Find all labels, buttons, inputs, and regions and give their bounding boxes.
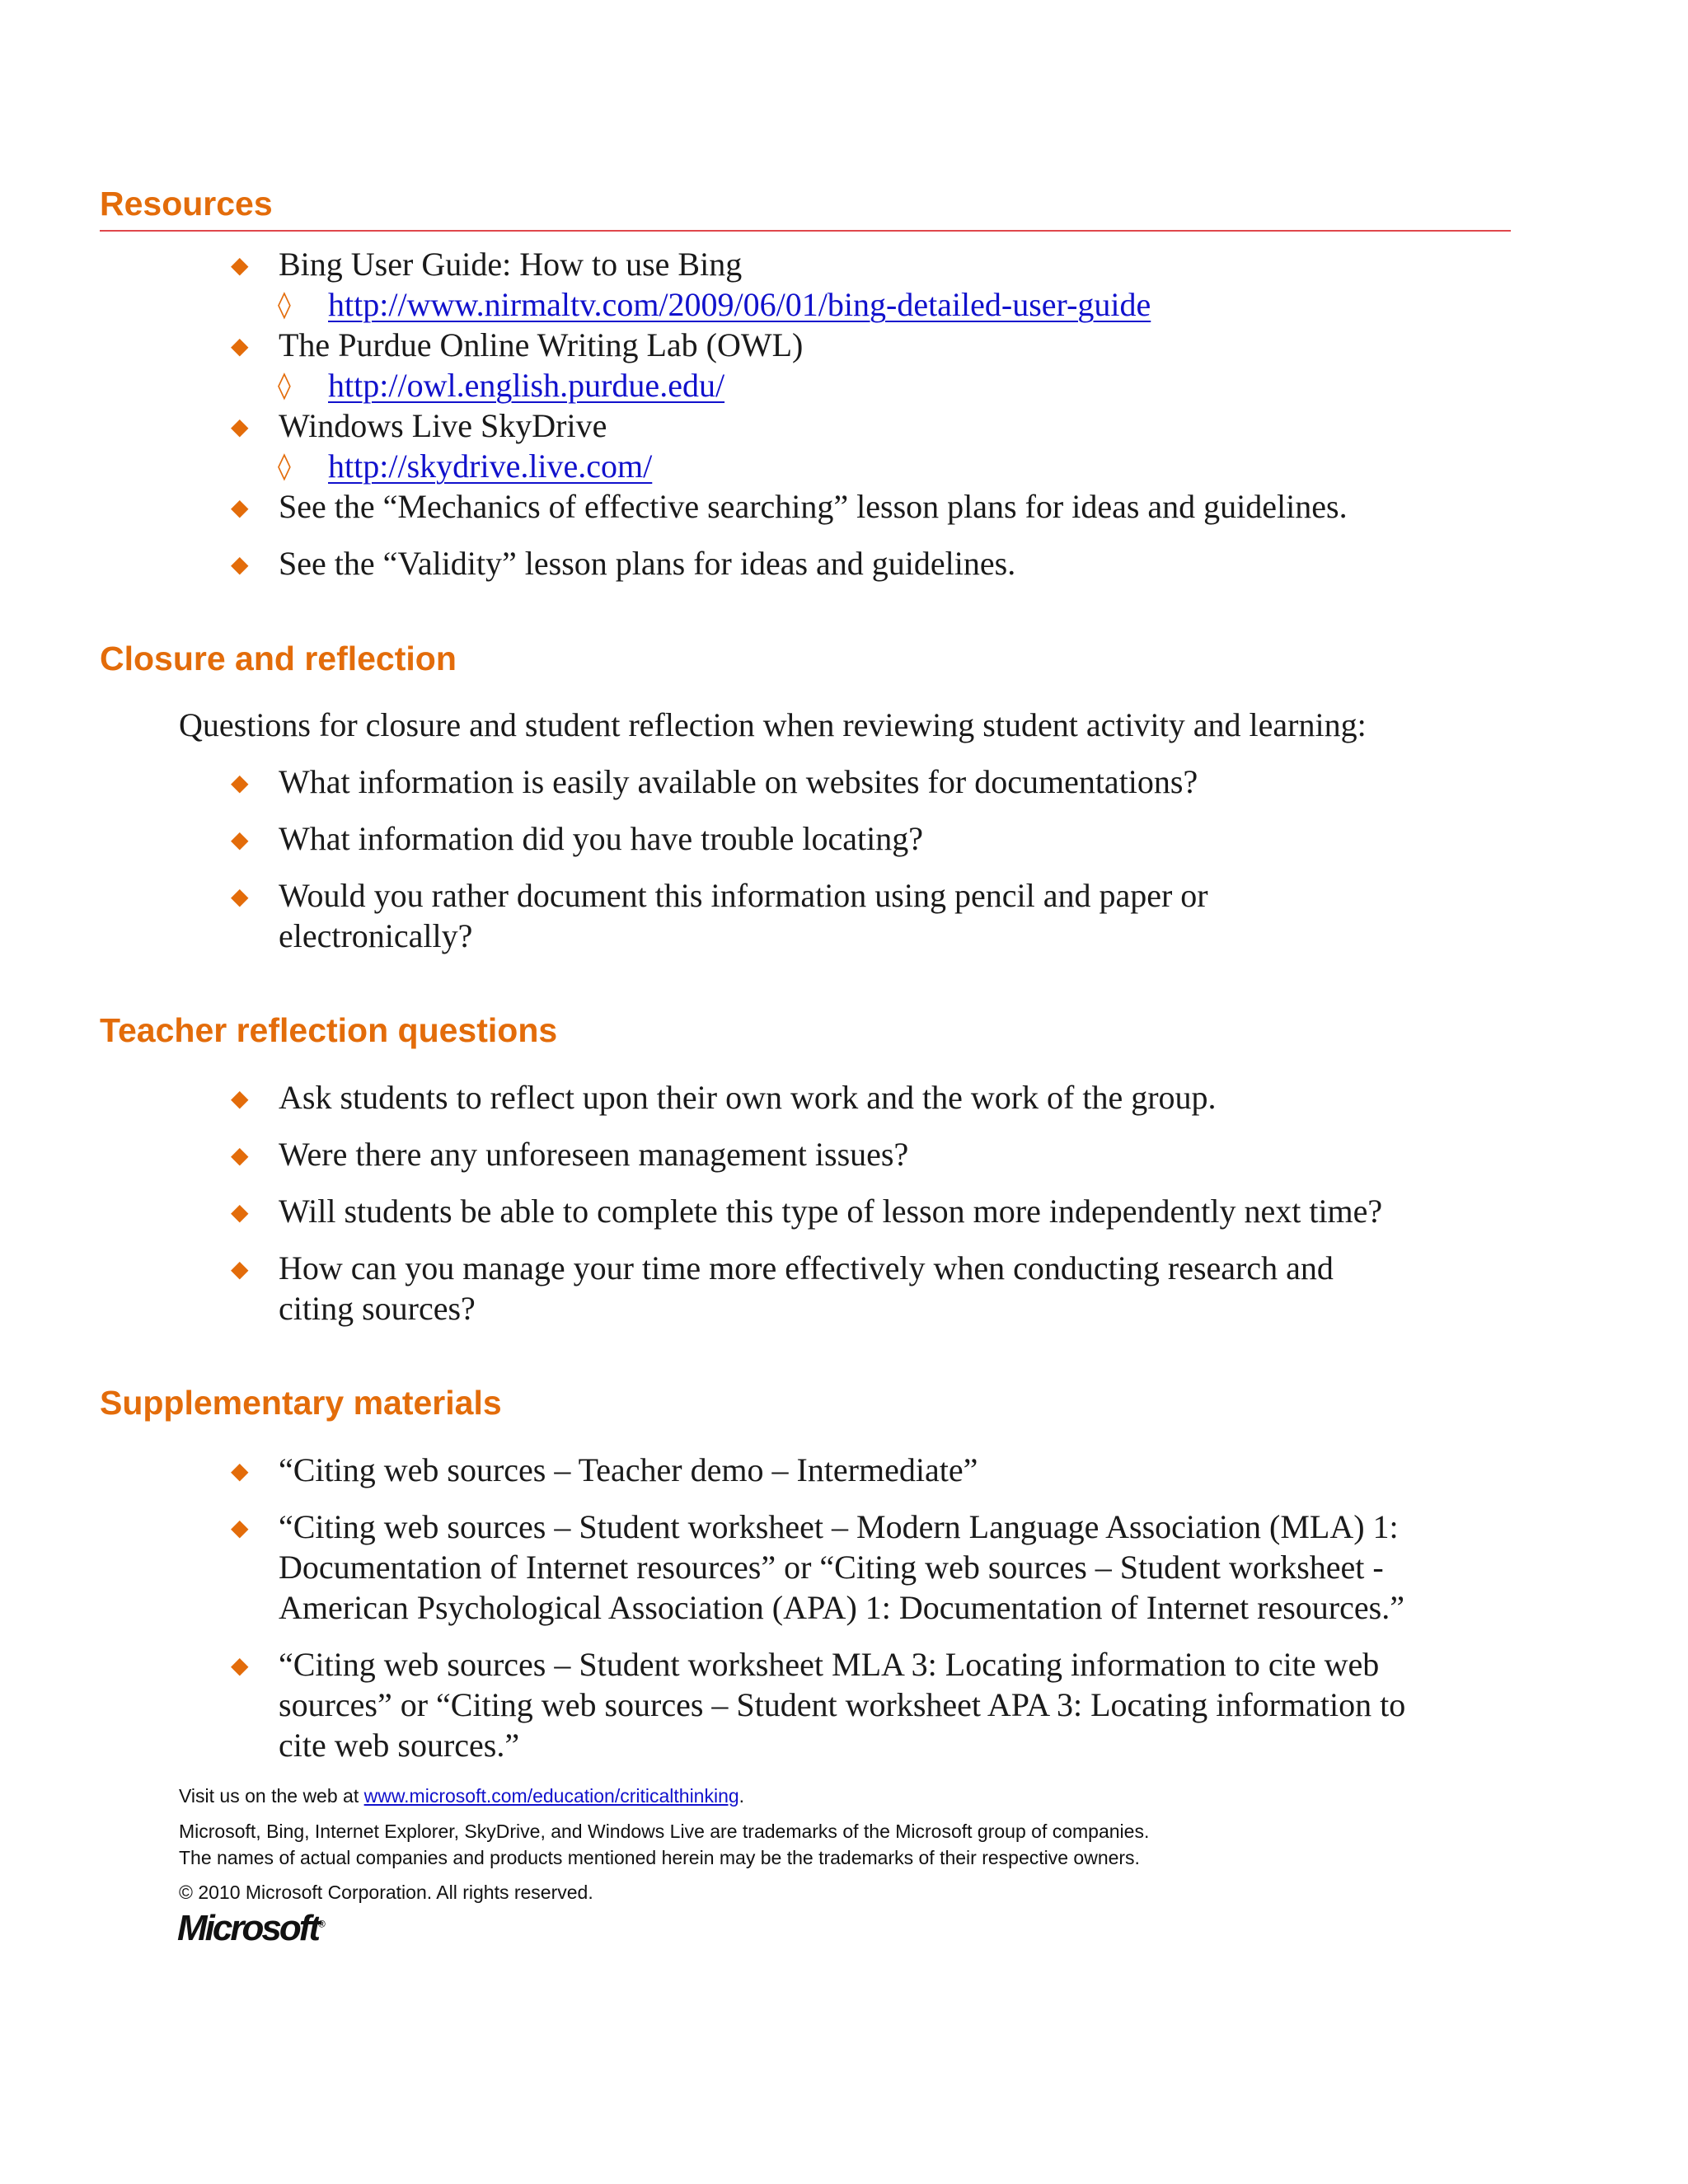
- supplementary-item: “Citing web sources – Student worksheet MLA 3: Locating information to cite web: [279, 1646, 1380, 1683]
- footer-visit: [179, 1783, 744, 1809]
- microsoft-logo-text: Microsoft: [177, 1908, 318, 1948]
- closure-item: What information is easily available on websites for documentations?: [279, 763, 1198, 800]
- lozenge-bullet-icon: ◊: [278, 288, 291, 320]
- resource-item: Bing User Guide: How to use Bing: [279, 246, 743, 283]
- resource-item: The Purdue Online Writing Lab (OWL): [279, 326, 804, 363]
- diamond-bullet-icon: ◆: [231, 1516, 249, 1541]
- supplementary-item-continued: American Psychological Association (APA) 1: Documentation of Internet resources.”: [279, 1589, 1404, 1626]
- footer-website-link[interactable]: www.microsoft.com/education/criticalthinking: [363, 1785, 739, 1807]
- supplementary-item-continued: Documentation of Internet resources” or “Citing web sources – Student worksheet -: [279, 1549, 1384, 1586]
- closure-intro: Questions for closure and student reflection when reviewing student activity and learning:: [179, 706, 1367, 743]
- diamond-bullet-icon: ◆: [231, 1257, 249, 1282]
- diamond-bullet-icon: ◆: [231, 1143, 249, 1169]
- section-heading-teacher: Teacher reflection questions: [100, 1011, 558, 1049]
- teacher-item: Were there any unforeseen management issues?: [279, 1136, 909, 1173]
- teacher-item: Will students be able to complete this type of lesson more independently next time?: [279, 1193, 1383, 1230]
- diamond-bullet-icon: ◆: [231, 1653, 249, 1679]
- supplementary-item: “Citing web sources – Teacher demo – Intermediate”: [279, 1451, 978, 1488]
- diamond-bullet-icon: ◆: [231, 1459, 249, 1484]
- lozenge-bullet-icon: ◊: [278, 450, 291, 481]
- diamond-bullet-icon: ◆: [231, 415, 249, 440]
- resource-item: Windows Live SkyDrive: [279, 407, 607, 444]
- diamond-bullet-icon: ◆: [231, 1086, 249, 1112]
- registered-mark-icon: ®: [318, 1918, 326, 1930]
- diamond-bullet-icon: ◆: [231, 827, 249, 853]
- diamond-bullet-icon: ◆: [231, 495, 249, 521]
- resource-item: See the “Mechanics of effective searching” lesson plans for ideas and guidelines.: [279, 488, 1348, 525]
- microsoft-logo: [177, 1910, 326, 1947]
- diamond-bullet-icon: ◆: [231, 552, 249, 578]
- diamond-bullet-icon: ◆: [231, 771, 249, 796]
- section-heading-closure: Closure and reflection: [100, 640, 457, 677]
- footer-trademark-line-1: Microsoft, Bing, Internet Explorer, SkyDrive, and Windows Live are trademarks of the Microsoft group of companies.: [179, 1821, 1150, 1842]
- closure-item-continued: electronically?: [279, 917, 473, 954]
- section-heading-supplementary: Supplementary materials: [100, 1384, 502, 1422]
- diamond-bullet-icon: ◆: [231, 253, 249, 279]
- resource-link[interactable]: http://owl.english.purdue.edu/: [328, 367, 725, 404]
- teacher-item-continued: citing sources?: [279, 1290, 476, 1327]
- resource-link[interactable]: http://www.nirmaltv.com/2009/06/01/bing-detailed-user-guide: [328, 286, 1151, 323]
- supplementary-item-continued: cite web sources.”: [279, 1727, 520, 1764]
- footer-visit-suffix: .: [738, 1785, 745, 1807]
- diamond-bullet-icon: ◆: [231, 334, 249, 359]
- teacher-item: Ask students to reflect upon their own work and the work of the group.: [279, 1079, 1217, 1116]
- footer-copyright: © 2010 Microsoft Corporation. All rights reserved.: [179, 1882, 593, 1903]
- resource-item: See the “Validity” lesson plans for ideas and guidelines.: [279, 545, 1016, 582]
- supplementary-item-continued: sources” or “Citing web sources – Student worksheet APA 3: Locating information to: [279, 1686, 1406, 1723]
- teacher-item: How can you manage your time more effectively when conducting research and: [279, 1249, 1334, 1286]
- footer-trademark-line-2: The names of actual companies and products mentioned herein may be the trademarks of their respective owners.: [179, 1847, 1140, 1868]
- closure-item: Would you rather document this information using pencil and paper or: [279, 877, 1208, 914]
- closure-item: What information did you have trouble locating?: [279, 820, 923, 857]
- supplementary-item: “Citing web sources – Student worksheet – Modern Language Association (MLA) 1:: [279, 1508, 1399, 1545]
- diamond-bullet-icon: ◆: [231, 1200, 249, 1226]
- footer-visit-prefix: Visit us on the web at: [179, 1785, 364, 1807]
- section-heading-resources: Resources: [100, 185, 273, 223]
- resource-link[interactable]: http://skydrive.live.com/: [328, 448, 653, 485]
- section-divider: [100, 230, 1511, 232]
- diamond-bullet-icon: ◆: [231, 884, 249, 910]
- lozenge-bullet-icon: ◊: [278, 369, 291, 401]
